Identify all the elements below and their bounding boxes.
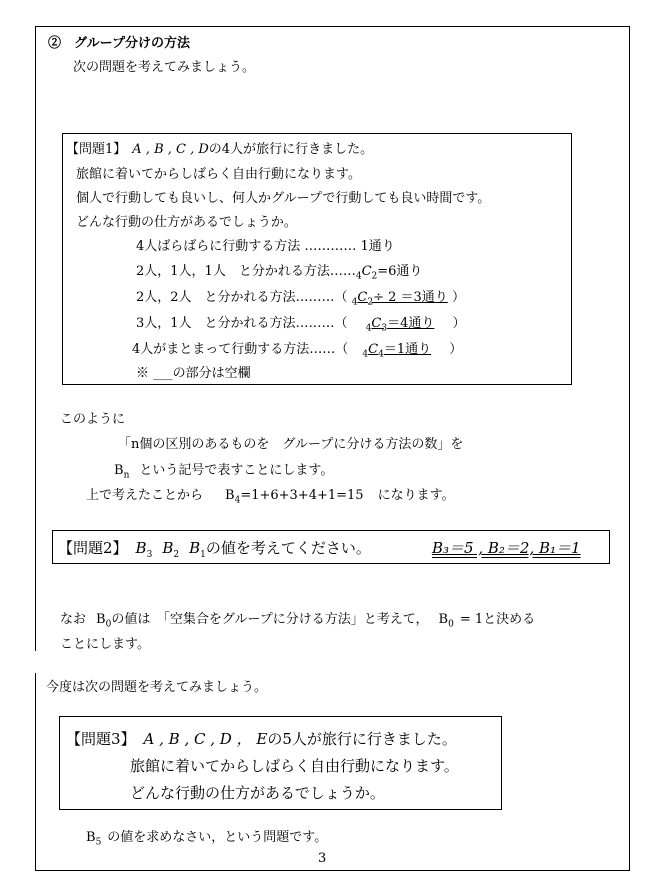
next-intro: 今度は次の問題を考えてみましょう。 xyxy=(46,680,268,695)
frame-gap xyxy=(33,651,38,673)
case-5-answer: $_4C_4=1$通り xyxy=(362,342,432,360)
page-number: 3 xyxy=(318,851,327,866)
explanation-line2: 「n個の区別のあるものを グループに分ける方法の数」を xyxy=(118,437,464,452)
problem1-line: 旅館に着いてからしばらく自由行動になります。 xyxy=(76,167,361,182)
case-3: 2人，2人 と分かれる方法………（ $_4C_2\div 2 =3$通り ） xyxy=(136,290,465,308)
problem3-line2: 旅館に着いてからしばらく自由行動になります。 xyxy=(130,757,459,775)
case-1: 4人ばらばらに行動する方法 ………… 1通り xyxy=(136,239,395,254)
closing-line: $B_5$ の値を求めなさい，という問題です。 xyxy=(86,830,328,848)
explanation-line3: $B_n$ という記号で表すことにします。 xyxy=(114,463,334,481)
section-intro: 次の問題を考えてみましょう。 xyxy=(73,60,256,75)
case-5: 4人がまとまって行動する方法……（ $_4C_4=1$通り ） xyxy=(132,342,463,360)
section-heading: ② グループ分けの方法 xyxy=(48,36,190,51)
problem3-statement: 【問題3】 A , B , C , D ， Eの5人が旅行に行きました。 xyxy=(66,730,457,748)
problem3-line3: どんな行動の仕方があるでしょうか。 xyxy=(130,784,385,802)
problem1-statement-tail: の4人が旅行に行きました。 xyxy=(208,142,374,157)
case-3-answer: $_4C_2\div 2 =3$通り xyxy=(351,290,448,308)
case-4: 3人，1人 と分かれる方法………（ $_4C_3=4$通り ） xyxy=(136,316,466,334)
explanation-line1: このように xyxy=(60,412,126,427)
problem1-persons: A , B , C , D xyxy=(132,142,209,157)
explanation-line4: 上で考えたことから $B_4=1+6+3+4+1=15$ になります。 xyxy=(86,488,455,506)
case-2: 2人，1人，1人 と分かれる方法$\dots\dots_4C_2=6$通り xyxy=(136,264,423,282)
blank-note: ※ ___の部分は空欄 xyxy=(136,366,251,381)
problem2-statement: 【問題2】 $B_3$ $B_2$ $B_1$の値を考えてください。 xyxy=(58,539,371,560)
b0-note-line2: ことにします。 xyxy=(60,637,150,652)
problem1-statement xyxy=(66,138,373,157)
problem2-answer: B₃＝5 , B₂＝2, B₁＝1 xyxy=(432,539,581,557)
problem1-label: 【問題1】 xyxy=(66,142,127,157)
problem1-line: 個人で行動しても良いし、何人かグループで行動しても良い時間です。 xyxy=(76,191,491,206)
case-4-answer: $_4C_3=4$通り xyxy=(365,316,435,334)
b0-note-line1: なお $B_0$の値は 「空集合をグループに分ける方法」と考えて， $B_0 = 1$と決める xyxy=(60,612,536,630)
problem1-line: どんな行動の仕方があるでしょうか。 xyxy=(76,215,297,230)
